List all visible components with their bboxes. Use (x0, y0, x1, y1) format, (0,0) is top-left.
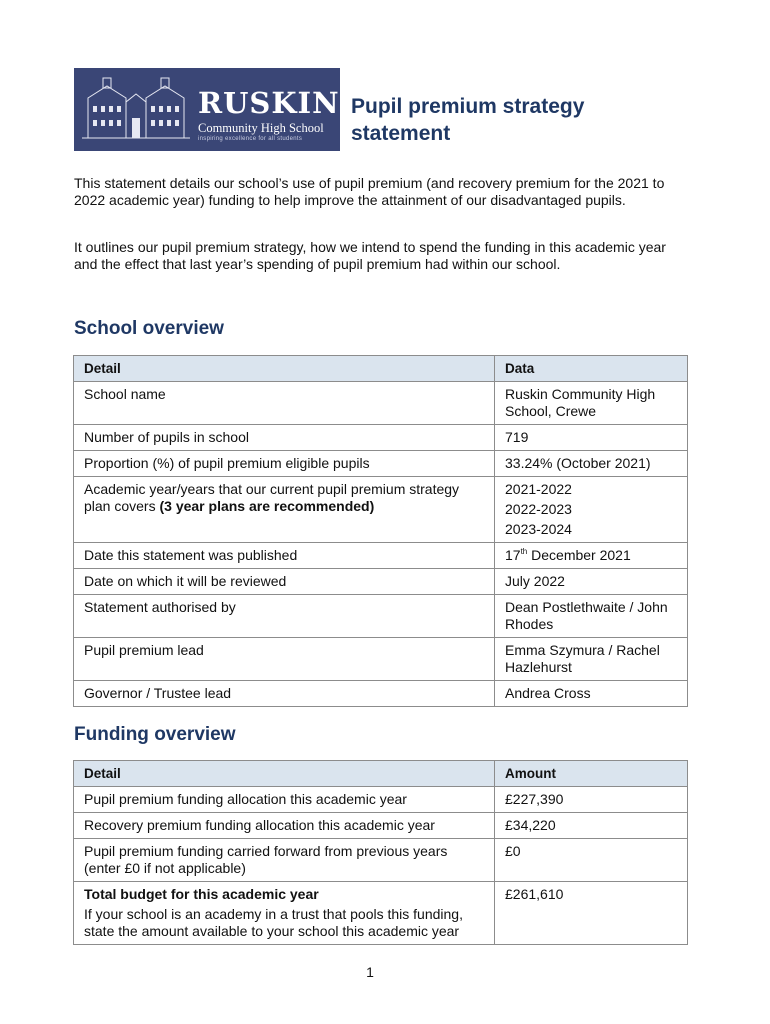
row-data: Andrea Cross (495, 681, 688, 707)
row-detail: Pupil premium funding carried forward from previous years (enter £0 if not applicable) (74, 839, 495, 882)
page-title: Pupil premium strategy statement (351, 95, 585, 145)
table-header-row (74, 356, 688, 382)
row-detail: Number of pupils in school (74, 425, 495, 451)
row-amount: £34,220 (495, 813, 688, 839)
column-header-detail: Detail (74, 761, 495, 787)
row-detail: Governor / Trustee lead (74, 681, 495, 707)
table-row (74, 451, 688, 477)
logo-name: RUSKIN (198, 86, 340, 120)
row-detail: Pupil premium funding allocation this academic year (74, 787, 495, 813)
academic-year-2: 2022-2023 (505, 501, 572, 517)
row-data (495, 543, 688, 569)
published-day: 17 (505, 547, 521, 563)
page-number: 1 (366, 964, 374, 980)
row-detail: Proportion (%) of pupil premium eligible pupils (74, 451, 495, 477)
published-month-year: December 2021 (527, 547, 631, 563)
table-row (74, 839, 688, 882)
academic-year-3: 2023-2024 (505, 521, 572, 537)
row-detail (74, 477, 495, 543)
table-header-row (74, 761, 688, 787)
row-amount: £227,390 (495, 787, 688, 813)
row-data: 33.24% (October 2021) (495, 451, 688, 477)
funding-overview-heading: Funding overview (74, 724, 236, 745)
academic-year-1: 2021-2022 (505, 481, 572, 497)
row-detail-emphasis: (3 year plans are recommended) (159, 498, 375, 514)
row-data: Emma Szymura / Rachel Hazlehurst (495, 638, 688, 681)
school-logo (74, 68, 340, 151)
row-detail: Date on which it will be reviewed (74, 569, 495, 595)
logo-tagline: inspiring excellence for all students (198, 136, 303, 142)
row-data: Ruskin Community High School, Crewe (495, 382, 688, 425)
row-amount: £0 (495, 839, 688, 882)
intro-paragraph-2: It outlines our pupil premium strategy, how we intend to spend the funding in this academic year and the effect that last year’s spending of pupil premium had within our school. (74, 239, 666, 272)
row-detail: Statement authorised by (74, 595, 495, 638)
table-row (74, 425, 688, 451)
row-data (495, 477, 688, 543)
column-header-amount: Amount (495, 761, 688, 787)
table-row (74, 477, 688, 543)
table-row (74, 787, 688, 813)
row-detail: School name (74, 382, 495, 425)
published-day-suffix: th (520, 547, 528, 556)
table-row (74, 813, 688, 839)
table-row (74, 569, 688, 595)
total-budget-label: Total budget for this academic year (84, 886, 319, 902)
funding-overview-table (73, 760, 688, 945)
table-row (74, 681, 688, 707)
row-data: July 2022 (495, 569, 688, 595)
table-row (74, 638, 688, 681)
row-detail-text: Academic year/years that our current pupil premium strategy plan covers (84, 481, 460, 514)
school-overview-heading: School overview (74, 318, 224, 339)
column-header-data: Data (495, 356, 688, 382)
table-row (74, 882, 688, 945)
table-row (74, 595, 688, 638)
row-amount: £261,610 (495, 882, 688, 945)
column-header-detail: Detail (74, 356, 495, 382)
table-row (74, 382, 688, 425)
total-budget-note: If your school is an academy in a trust that pools this funding, state the amount available to your school this academic year (84, 906, 463, 939)
row-data: 719 (495, 425, 688, 451)
row-detail: Recovery premium funding allocation this academic year (74, 813, 495, 839)
row-detail: Pupil premium lead (74, 638, 495, 681)
logo-subtitle: Community High School (198, 121, 324, 135)
school-building-icon (74, 68, 194, 151)
school-overview-table (73, 355, 688, 707)
row-detail (74, 882, 495, 945)
table-row (74, 543, 688, 569)
row-data: Dean Postlethwaite / John Rhodes (495, 595, 688, 638)
intro-paragraph-1: This statement details our school’s use of pupil premium (and recovery premium for the 2021 to 2022 academic year) funding to help improve the attainment of our disadvantaged pupils. (74, 175, 665, 208)
row-detail: Date this statement was published (74, 543, 495, 569)
